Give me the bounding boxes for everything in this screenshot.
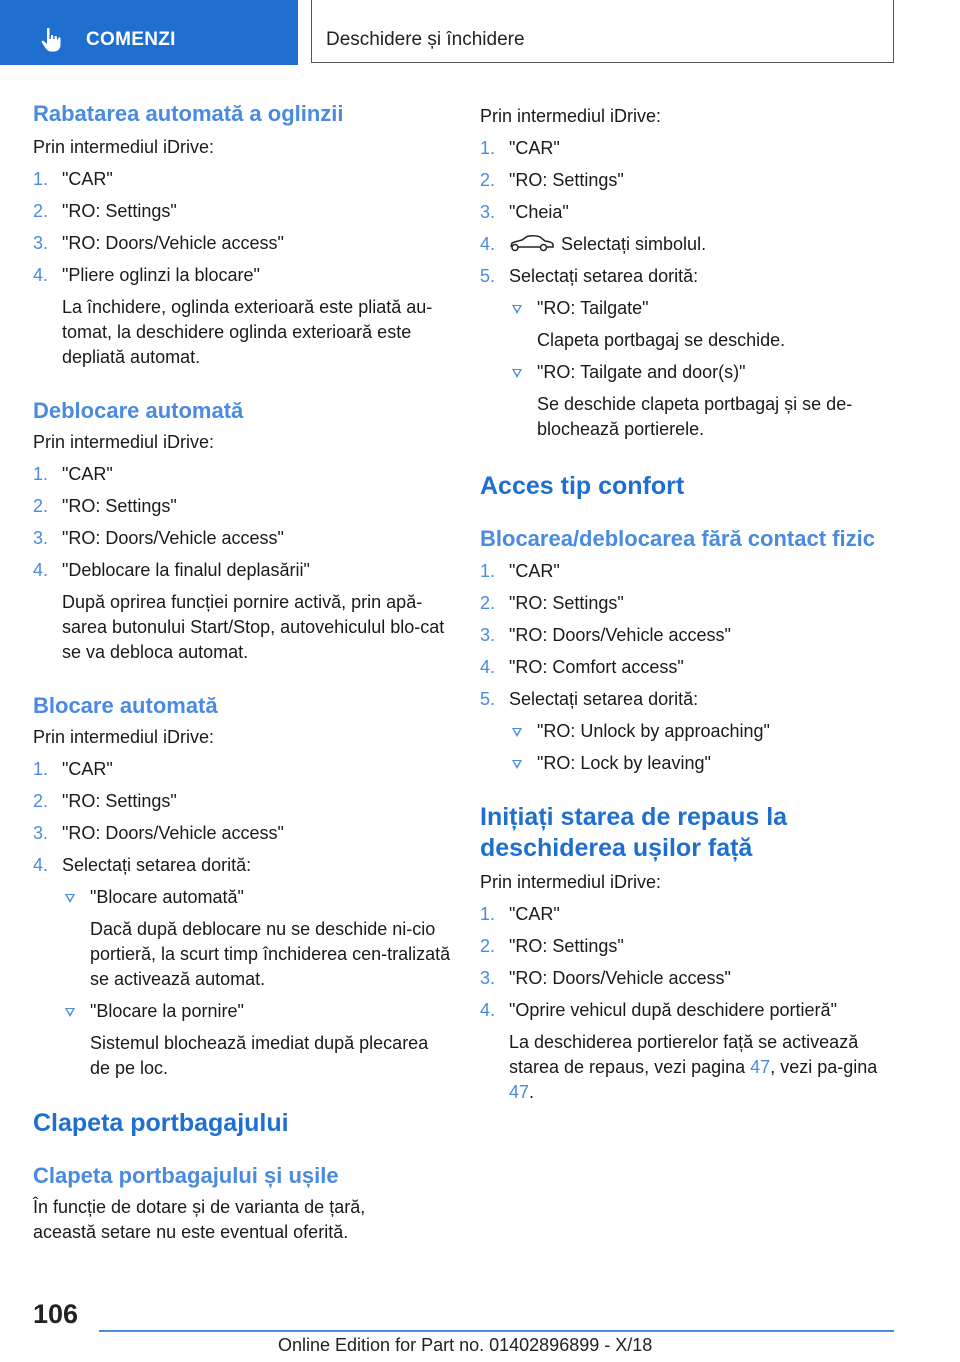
list-item: 1. "CAR" xyxy=(33,464,113,484)
hand-pointer-icon xyxy=(38,26,66,54)
bullet-list xyxy=(62,885,453,1081)
section-header xyxy=(311,0,894,63)
bullet-item: "Blocare automată" Dacă după deblocare nu se deschide ni-cio portieră, la scurt timp închiderea cen-tralizată se activează automat. xyxy=(62,885,453,992)
intro-text: Prin intermediul iDrive: xyxy=(33,727,215,747)
heading-tailgate: Clapeta portbagajului xyxy=(33,1109,289,1137)
bullet-item: "Blocare la pornire" Sistemul blochează imediat după plecarea de pe loc. xyxy=(62,999,453,1081)
bullet-note: Clapeta portbagaj se deschide. xyxy=(537,330,786,350)
list-item: 2. "RO: Settings" xyxy=(33,791,177,811)
list-item: 4. "Deblocare la finalul deplasării" După oprirea funcției pornire activă, prin apă-sarea butonului Start/Stop, autovehiculul blo-cat se va debloca automat. xyxy=(33,558,453,665)
list-item: 1. "CAR" xyxy=(33,169,113,189)
triangle-bullet-icon xyxy=(512,369,522,378)
heading-auto-unlock: Deblocare automată xyxy=(33,398,244,423)
list-item: 1. "CAR" xyxy=(33,759,113,779)
edition-text: Online Edition for Part no. 01402896899 - X/18 xyxy=(278,1335,653,1355)
bullet-note: Se deschide clapeta portbagaj și se de-blochează portierele. xyxy=(537,394,853,439)
step-note: La deschiderea portierelor față se activează starea de repaus, vezi pagina 47, vezi pa-gina 47. xyxy=(509,1032,878,1102)
bullet-list xyxy=(509,719,900,776)
list-item: 1. "CAR" xyxy=(480,561,560,581)
heading-rest-state: Inițiați starea de repaus la deschiderea ușilor față xyxy=(480,803,788,862)
triangle-bullet-icon xyxy=(512,760,522,769)
intro-text: Prin intermediul iDrive: xyxy=(480,872,662,892)
list-item: 3. "RO: Doors/Vehicle access" xyxy=(33,233,284,253)
page-link[interactable]: 47 xyxy=(509,1082,530,1102)
section-title: Deschidere și închidere xyxy=(326,29,525,50)
list-item: 4. "RO: Comfort access" xyxy=(480,657,684,677)
intro-text: Prin intermediul iDrive: xyxy=(33,137,215,157)
chapter-label: COMENZI xyxy=(86,29,176,50)
car-symbol-icon xyxy=(509,234,555,252)
intro-text: Prin intermediul iDrive: xyxy=(480,106,662,126)
list-item: 1. "CAR" xyxy=(480,904,560,924)
list-item: 3. "RO: Doors/Vehicle access" xyxy=(33,528,284,548)
steps-list xyxy=(33,757,453,1081)
list-item: 4. "Pliere oglinzi la blocare" La închidere, oglinda exterioară este pliată au-tomat, la deschidere oglinda exterioară este depliată automat. xyxy=(33,263,453,370)
body-text: În funcție de dotare și de varianta de țară, această setare nu este eventual oferită. xyxy=(33,1197,366,1242)
subheading-tailgate-doors: Clapeta portbagajului și ușile xyxy=(33,1163,339,1188)
bullet-item: "RO: Unlock by approaching" xyxy=(509,719,900,744)
steps-list xyxy=(480,902,900,1105)
heading-mirror-folding: Rabatarea automată a oglinzii xyxy=(33,101,344,126)
bullet-note: Dacă după deblocare nu se deschide ni-cio portieră, la scurt timp închiderea cen-tralizată se activează automat. xyxy=(90,919,451,989)
step-note: La închidere, oglinda exterioară este pliată au-tomat, la deschidere oglinda exterioară este depliată automat. xyxy=(62,297,433,367)
bullet-item: "RO: Lock by leaving" xyxy=(509,751,900,776)
intro-text: Prin intermediul iDrive: xyxy=(33,432,215,452)
list-item: 3. "Cheia" xyxy=(480,202,569,222)
triangle-bullet-icon xyxy=(512,305,522,314)
heading-comfort-access: Acces tip confort xyxy=(480,472,685,500)
steps-list xyxy=(480,136,900,442)
bullet-item: "RO: Tailgate" Clapeta portbagaj se deschide. xyxy=(509,296,900,353)
right-column xyxy=(480,100,900,1105)
chapter-tab xyxy=(0,0,298,65)
list-item: 1. "CAR" xyxy=(480,138,560,158)
footer-divider xyxy=(99,1330,894,1332)
steps-list xyxy=(480,559,900,776)
list-item: 3. "RO: Doors/Vehicle access" xyxy=(33,823,284,843)
list-item: 3. "RO: Doors/Vehicle access" xyxy=(480,968,731,988)
list-item: 2. "RO: Settings" xyxy=(480,593,624,613)
list-item: 2. "RO: Settings" xyxy=(480,936,624,956)
steps-list xyxy=(33,167,453,370)
left-column xyxy=(33,100,453,1245)
bullet-list xyxy=(509,296,900,442)
list-item: 2. "RO: Settings" xyxy=(33,496,177,516)
list-item: 4. Selectați setarea dorită: "Blocare automată" Dacă după deblocare nu se deschide ni-cio portieră, la scurt timp închiderea cen-tralizată se activează automat. "Blocare la pornire" Sistemul blochează imediat după plecarea de pe loc. xyxy=(33,853,453,1081)
list-item: 5. Selectați setarea dorită: "RO: Tailgate" Clapeta portbagaj se deschide. "RO: Tailgate and door(s)" Se deschide clapeta portbagaj și se de-blochează portierele. xyxy=(480,264,900,442)
bullet-item: "RO: Tailgate and door(s)" Se deschide clapeta portbagaj și se de-blochează portierele. xyxy=(509,360,900,442)
list-item: 5. Selectați setarea dorită: "RO: Unlock by approaching" "RO: Lock by leaving" xyxy=(480,687,900,776)
steps-list xyxy=(33,462,453,665)
heading-auto-lock: Blocare automată xyxy=(33,693,218,718)
subheading-contactless-lock: Blocarea/deblocarea fără contact fizic xyxy=(480,526,875,551)
triangle-bullet-icon xyxy=(512,728,522,737)
list-item: 3. "RO: Doors/Vehicle access" xyxy=(480,625,731,645)
list-item: 2. "RO: Settings" xyxy=(33,201,177,221)
bullet-note: Sistemul blochează imediat după plecarea de pe loc. xyxy=(90,1033,429,1078)
step-note: După oprirea funcției pornire activă, prin apă-sarea butonului Start/Stop, autovehiculul blo-cat se va debloca automat. xyxy=(62,592,445,662)
triangle-bullet-icon xyxy=(65,894,75,903)
list-item: 2. "RO: Settings" xyxy=(480,170,624,190)
list-item: 4. "Oprire vehicul după deschidere portieră" La deschiderea portierelor față se activează starea de repaus, vezi pagina 47, vezi pa-gina 47. xyxy=(480,998,900,1105)
page-number: 106 xyxy=(33,1299,79,1329)
page-link[interactable]: 47 xyxy=(750,1057,771,1077)
triangle-bullet-icon xyxy=(65,1008,75,1017)
list-item: 4. Selectați simbolul. xyxy=(480,234,707,254)
